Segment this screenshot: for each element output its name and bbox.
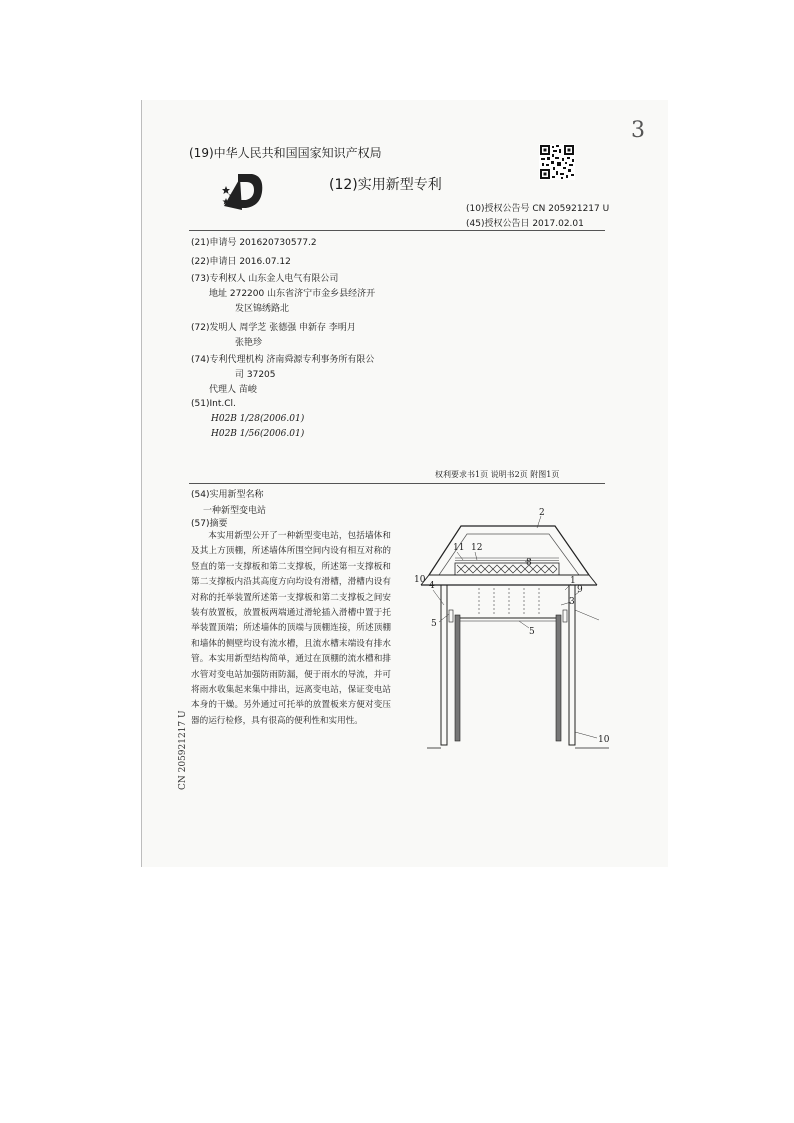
label-4: 4	[429, 581, 435, 591]
utility-model-title: 一种新型变电站	[203, 506, 267, 516]
publication-number: (10)授权公告号 CN 205921217 U	[466, 204, 610, 214]
document-type: (12)实用新型专利	[329, 177, 442, 193]
label-1: 1	[570, 576, 576, 586]
patent-figure	[414, 508, 613, 754]
cnipa-logo	[220, 170, 264, 212]
publication-date: (45)授权公告日 2017.02.01	[466, 219, 584, 229]
filing-date: (22)申请日 2016.07.12	[191, 257, 291, 267]
label-9: 9	[577, 585, 583, 595]
title-label: (54)实用新型名称	[191, 490, 264, 500]
abstract-text: 本实用新型公开了一种新型变电站，包括墙体和及其上方顶棚，所述墙体所围空间内设有相互对称的竖直的第一支撑板和第二支撑板，所述第一支撑板和第二支撑板内沿其高度方向均设有滑槽，滑槽内设有对称的托举装置所述第一支撑板和第二支撑板之间安装有放置板，放置板两端通过滑轮插入滑槽中置于托举装置顶端；所述墙体的顶端与顶棚连接，所述顶棚和墙体的侧壁均设有流水槽，且流水槽末端设有排水管。本实用新型结构简单，通过在顶棚的流水槽和排水管对变电站加强防雨防漏，便于雨水的导流，并可将雨水收集起来集中排出，远离变电站，保证变电站本身的干燥。另外通过可托举的放置板来方便对变压器的运行检修，具有很高的便利性和实用性。	[191, 531, 391, 726]
abstract-label: (57)摘要	[191, 519, 228, 529]
address-line-1: 地址 272200 山东省济宁市金乡县经济开	[209, 289, 376, 299]
agent: 代理人 苗峻	[209, 385, 257, 395]
substation-drawing	[414, 508, 613, 750]
label-2: 2	[539, 508, 545, 518]
section-rule	[189, 483, 605, 484]
inventors-line-2: 张艳珍	[235, 338, 263, 348]
header-rule	[189, 230, 605, 231]
int-cl-label: (51)Int.Cl.	[191, 399, 236, 409]
page-counts: 权利要求书1页 说明书2页 附图1页	[435, 470, 560, 479]
label-5-left: 5	[431, 619, 437, 629]
patentee: (73)专利权人 山东金人电气有限公司	[191, 274, 339, 284]
label-8: 8	[526, 558, 532, 568]
label-3: 3	[569, 597, 575, 607]
classification-2: H02B 1/56(2006.01)	[211, 429, 305, 439]
label-10-right: 10	[598, 735, 610, 745]
side-publication-code: CN 205921217 U	[178, 710, 188, 790]
corner-handwritten-mark: 3	[631, 118, 645, 143]
label-10-left: 10	[414, 575, 426, 585]
patent-page	[141, 100, 668, 867]
agency-line-1: (74)专利代理机构 济南舜源专利事务所有限公	[191, 355, 375, 365]
qr-code	[539, 144, 575, 180]
agency-line-2: 司 37205	[235, 370, 276, 380]
address-line-2: 发区锦绣路北	[235, 304, 290, 314]
label-12: 12	[471, 543, 483, 553]
inventors-line-1: (72)发明人 周学芝 张德强 申新存 李明月	[191, 323, 356, 333]
label-11: 11	[453, 543, 465, 553]
office-name: (19)中华人民共和国国家知识产权局	[189, 146, 382, 160]
label-5-right: 5	[529, 627, 535, 637]
application-number: (21)申请号 201620730577.2	[191, 238, 317, 248]
classification-1: H02B 1/28(2006.01)	[211, 414, 305, 424]
